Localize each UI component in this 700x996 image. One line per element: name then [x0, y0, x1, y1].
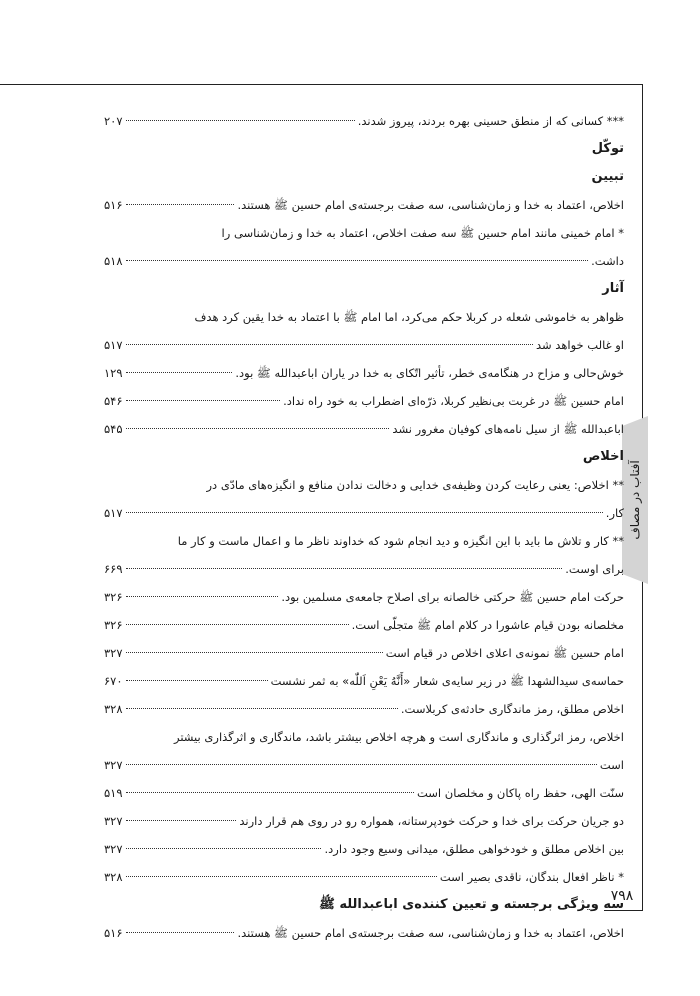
index-line: * امام خمینی مانند امام حسین ﷺ سه صفت اخلاص، اعتماد به خدا و زمان‌شناسی را	[221, 226, 624, 240]
dot-leader	[126, 792, 414, 793]
page-reference: ۵۱۶	[104, 198, 123, 212]
entry-text: است	[599, 758, 624, 772]
section-heading: تبیین	[591, 169, 624, 184]
entry-text: اخلاص، اعتماد به خدا و زمان‌شناسی، سه صفت برجسته‌ی امام حسین ﷺ هستند.	[237, 926, 624, 940]
dot-leader	[126, 876, 437, 877]
index-line: ** اخلاص: یعنی رعایت کردن وظیفه‌ی خدایی و دخالت ندادن منافع و انگیزه‌های مادّی در	[206, 478, 624, 492]
dot-leader	[126, 624, 349, 625]
index-entry	[104, 583, 624, 611]
page-reference: ۳۲۸	[104, 702, 123, 716]
dot-leader	[126, 680, 268, 681]
page-reference: ۵۱۷	[104, 506, 123, 520]
page-reference: ۳۲۸	[104, 870, 123, 884]
page-reference: ۳۲۷	[104, 814, 123, 828]
page-reference: ۵۱۶	[104, 926, 123, 940]
index-entry	[104, 863, 624, 891]
page-number: ۷۹۸	[610, 888, 634, 904]
entry-text: * ناظر افعال بندگان، ناقدی بصیر است	[439, 870, 624, 884]
index-entry	[104, 107, 624, 135]
page-reference: ۶۶۹	[104, 562, 123, 576]
index-entry	[104, 835, 624, 863]
index-entry	[104, 247, 624, 275]
index-entry	[104, 331, 624, 359]
section-heading: آثار	[602, 281, 624, 296]
dot-leader	[126, 512, 603, 513]
index-entry	[104, 555, 624, 583]
page-reference: ۳۲۶	[104, 590, 123, 604]
dot-leader	[126, 400, 281, 401]
page-reference: ۳۲۷	[104, 646, 123, 660]
page-reference: ۳۲۷	[104, 842, 123, 856]
page-reference: ۳۲۷	[104, 758, 123, 772]
entry-text: *** کسانی که از منطق حسینی بهره بردند، پیروز شدند.	[357, 114, 624, 128]
dot-leader	[126, 120, 355, 121]
dot-leader	[126, 848, 322, 849]
index-entry	[104, 611, 624, 639]
page-reference: ۵۱۹	[104, 786, 123, 800]
entry-text: اخلاص، اعتماد به خدا و زمان‌شناسی، سه صفت برجسته‌ی امام حسین ﷺ هستند.	[237, 198, 624, 212]
dot-leader	[126, 568, 563, 569]
dot-leader	[126, 204, 235, 205]
dot-leader	[126, 652, 383, 653]
side-title: آفتاب در مصاف	[628, 460, 642, 540]
index-entry	[104, 695, 624, 723]
entry-text: امام حسین ﷺ در غربت بی‌نظیر کربلا، ذرّه‌ای اضطراب به خود راه نداد.	[283, 394, 624, 408]
index-entry	[104, 359, 624, 387]
index-line: ظواهر به خاموشی شعله در کربلا حکم می‌کرد، اما امام ﷺ با اعتماد به خدا یقین کرد هدف	[194, 310, 624, 324]
index-line: ** کار و تلاش ما باید با این انگیزه و دید انجام شود که خداوند ناظر ما و اعمال ماست و کار ما	[177, 534, 624, 548]
dot-leader	[126, 372, 233, 373]
entry-text: سنّت الهی، حفظ راه پاکان و مخلصان است	[416, 786, 624, 800]
dot-leader	[126, 596, 279, 597]
dot-leader	[126, 344, 533, 345]
entry-text: کار.	[605, 506, 624, 520]
page-reference: ۳۲۶	[104, 618, 123, 632]
entry-text: خوش‌حالی و مزاح در هنگامه‌ی خطر، تأثیر اتّکای به خدا در یاران اباعبدالله ﷺ بود.	[235, 366, 624, 380]
page-reference: ۱۲۹	[104, 366, 123, 380]
entry-text: اخلاص مطلق، رمز ماندگاری حادثه‌ی کربلاست.	[400, 702, 624, 716]
index-entry	[104, 751, 624, 779]
dot-leader	[126, 820, 237, 821]
entry-text: دو جریان حرکت برای خدا و حرکت خودپرستانه، همواره رو در روی هم قرار دارند	[239, 814, 624, 828]
page-reference: ۶۷۰	[104, 674, 123, 688]
page-reference: ۲۰۷	[104, 114, 123, 128]
entry-text: او غالب خواهد شد	[535, 338, 624, 352]
index-entry	[104, 387, 624, 415]
section-heading: توکّل	[591, 141, 624, 156]
index-entry	[104, 807, 624, 835]
index-entry	[104, 919, 624, 947]
entry-text: داشت.	[591, 254, 624, 268]
page-reference: ۵۴۵	[104, 422, 123, 436]
entry-text: حماسه‌ی سیدالشهدا ﷺ در زیر سایه‌ی شعار «أَنَّهُ یَعْنِ اَللّٰه» به ثمر نشست	[270, 674, 624, 688]
page-reference: ۵۱۷	[104, 338, 123, 352]
index-entry	[104, 639, 624, 667]
dot-leader	[126, 428, 390, 429]
dot-leader	[126, 708, 398, 709]
entry-text: مخلصانه بودن قیام عاشورا در کلام امام ﷺ متجلّی است.	[351, 618, 624, 632]
dot-leader	[126, 932, 235, 933]
page-reference: ۵۴۶	[104, 394, 123, 408]
index-entry	[104, 415, 624, 443]
entry-text: امام حسین ﷺ نمونه‌ی اعلای اخلاص در قیام است	[385, 646, 624, 660]
entry-text: اباعبدالله ﷺ از سیل نامه‌های کوفیان مغرور نشد	[392, 422, 624, 436]
index-entry	[104, 191, 624, 219]
index-entry	[104, 667, 624, 695]
index-line: اخلاص، رمز اثرگذاری و ماندگاری است و هرچه اخلاص بیشتر باشد، ماندگاری و اثرگذاری بیشتر	[173, 730, 624, 744]
entry-text: برای اوست.	[565, 562, 624, 576]
page-reference: ۵۱۸	[104, 254, 123, 268]
section-heading: سه ویژگی برجسته و تعیین کننده‌ی اباعبدالله ﷺ	[319, 897, 624, 912]
dot-leader	[126, 764, 597, 765]
index-entry	[104, 499, 624, 527]
entry-text: بین اخلاص مطلق و خودخواهی مطلق، میدانی وسیع وجود دارد.	[324, 842, 624, 856]
top-rule	[0, 84, 643, 85]
index-content	[104, 107, 624, 947]
index-entry	[104, 779, 624, 807]
entry-text: حرکت امام حسین ﷺ حرکتی خالصانه برای اصلاح جامعه‌ی مسلمین بود.	[281, 590, 624, 604]
dot-leader	[126, 260, 589, 261]
section-heading: اخلاص	[582, 449, 624, 464]
